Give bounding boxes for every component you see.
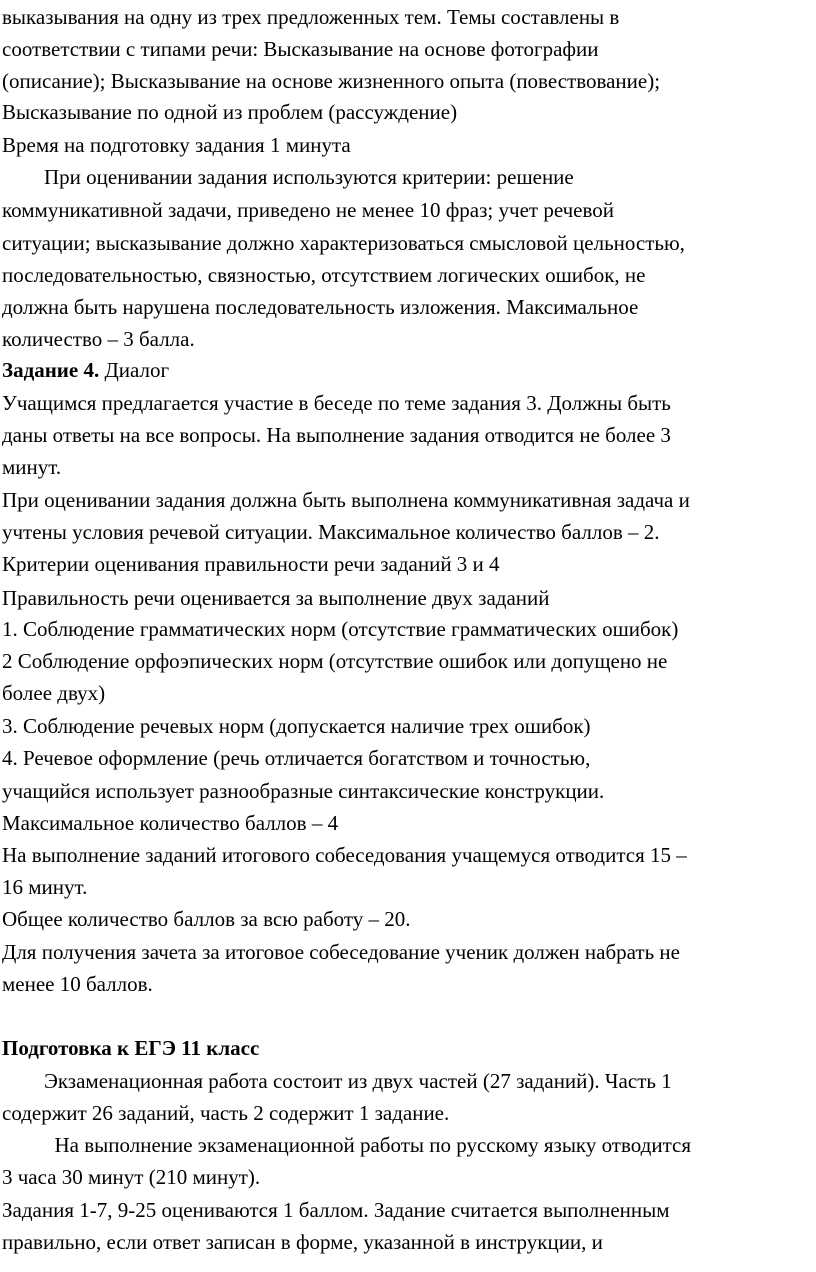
section-heading — [2, 1033, 259, 1063]
task-4-heading — [2, 355, 169, 385]
text-line: учащийся использует разнообразные синтаксические конструкции. — [2, 779, 605, 803]
text-line: минут. — [2, 455, 62, 479]
text-line: Критерии оценивания правильности речи заданий 3 и 4 — [2, 552, 500, 576]
text-line: ситуации; высказывание должно характеризоваться смысловой цельностью, — [2, 231, 685, 255]
text-line: 4. Речевое оформление (речь отличается богатством и точностью, — [2, 746, 591, 770]
task-4-title: Диалог — [99, 358, 170, 382]
text-line: последовательностью, связностью, отсутствием логических ошибок, не — [2, 263, 646, 287]
text-line: более двух) — [2, 681, 106, 705]
text-line: Учащимся предлагается участие в беседе по теме задания 3. Должны быть — [2, 391, 671, 415]
text-line: Общее количество баллов за всю работу – 20. — [2, 907, 411, 931]
text-line: Задания 1-7, 9-25 оцениваются 1 баллом. Задание считается выполненным — [2, 1198, 670, 1222]
section-title: Подготовка к ЕГЭ 11 класс — [2, 1036, 260, 1060]
text-line: На выполнение заданий итогового собеседования учащемуся отводится 15 – — [2, 843, 687, 867]
text-line: При оценивании задания должна быть выполнена коммуникативная задача и — [2, 488, 690, 512]
text-line: содержит 26 заданий, часть 2 содержит 1 задание. — [2, 1101, 450, 1125]
text-line: 3. Соблюдение речевых норм (допускается наличие трех ошибок) — [2, 714, 591, 738]
text-line: Экзаменационная работа состоит из двух частей (27 заданий). Часть 1 — [2, 1069, 672, 1093]
text-line: даны ответы на все вопросы. На выполнение задания отводится не более 3 — [2, 423, 671, 447]
text-line: Для получения зачета за итоговое собеседование ученик должен набрать не — [2, 940, 680, 964]
text-line: выказывания на одну из трех предложенных тем. Темы составлены в — [2, 5, 620, 29]
text-line: должна быть нарушена последовательность изложения. Максимальное — [2, 295, 639, 319]
text-line: При оценивании задания используются критерии: решение — [2, 165, 574, 189]
text-line: соответствии с типами речи: Высказывание на основе фотографии — [2, 37, 599, 61]
text-line: Максимальное количество баллов – 4 — [2, 811, 339, 835]
text-line: учтены условия речевой ситуации. Максимальное количество баллов – 2. — [2, 520, 660, 544]
text-line: правильно, если ответ записан в форме, указанной в инструкции, и — [2, 1230, 603, 1254]
task-4-label: Задание 4. — [2, 358, 100, 382]
text-line: 16 минут. — [2, 875, 88, 899]
text-line: 1. Соблюдение грамматических норм (отсутствие грамматических ошибок) — [2, 617, 679, 641]
text-line: коммуникативной задачи, приведено не менее 10 фраз; учет речевой — [2, 198, 615, 222]
text-line: количество – 3 балла. — [2, 327, 195, 351]
text-line: Правильность речи оценивается за выполнение двух заданий — [2, 586, 550, 610]
text-line: 3 часа 30 минут (210 минут). — [2, 1165, 261, 1189]
text-line: менее 10 баллов. — [2, 972, 153, 996]
text-line: (описание); Высказывание на основе жизненного опыта (повествование); — [2, 69, 661, 93]
text-line: На выполнение экзаменационной работы по русскому языку отводится — [2, 1133, 691, 1157]
text-line: Высказывание по одной из проблем (рассуждение) — [2, 100, 458, 124]
text-line: Время на подготовку задания 1 минута — [2, 133, 351, 157]
text-line: 2 Соблюдение орфоэпических норм (отсутствие ошибок или допущено не — [2, 649, 668, 673]
